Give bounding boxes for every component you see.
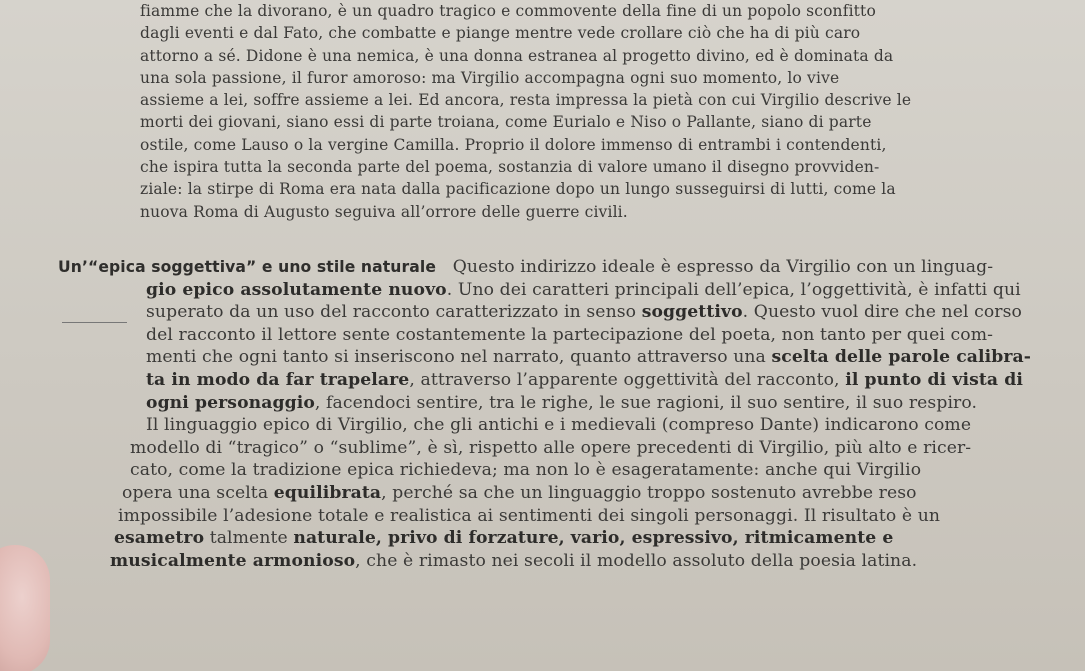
text-line: una sola passione, il furor amoroso: ma Virgilio accompagna ogni suo momento, lo vive	[140, 68, 840, 87]
bold-span: naturale, privo di forzature, vario, espressivo, ritmicamente e	[293, 528, 894, 549]
text-span: , perché sa che un linguaggio troppo sostenuto avrebbe reso	[381, 482, 917, 503]
bold-span: equilibrata	[273, 482, 382, 503]
bold-span: esametro	[114, 528, 205, 549]
text-span: , attraverso l’apparente oggettività del racconto,	[409, 369, 846, 390]
bold-span: ta in modo da far trapelare	[146, 369, 410, 390]
text-span: Il linguaggio epico di Virgilio, che gli antichi e i medievali (compreso Dante) indicarono come	[146, 415, 972, 436]
text-line	[58, 437, 1083, 460]
text-span: impossibile l’adesione totale e realistica ai sentimenti dei singoli personaggi. Il risultato è un	[118, 505, 941, 526]
text-span: menti che ogni tanto si inseriscono nel narrato, quanto attraverso una	[146, 347, 772, 368]
text-span: talmente	[204, 528, 294, 549]
text-span: del racconto il lettore sente costantemente la partecipazione del poeta, non tanto per quei com-	[146, 324, 993, 345]
text-line: ziale: la stirpe di Roma era nata dalla pacificazione dopo un lungo susseguirsi di lutti, come la	[140, 180, 896, 199]
bold-span: ogni personaggio	[146, 392, 315, 413]
text-span: modello di “tragico” o “sublime”, è sì, rispetto alle opere precedenti di Virgilio, più alto e ricer-	[130, 437, 972, 458]
text-line	[58, 414, 1083, 437]
text-line: morti dei giovani, siano essi di parte troiana, come Eurialo e Niso o Pallante, siano di parte	[140, 113, 872, 132]
text-span: . Questo vuol dire che nel corso	[742, 302, 1022, 323]
bold-span: il punto di vista di	[845, 369, 1023, 390]
text-line: ostile, come Lauso o la vergine Camilla. Proprio il dolore immenso di entrambi i contendenti,	[140, 135, 887, 154]
text-span: opera una scelta	[122, 482, 274, 503]
text-line	[58, 482, 1083, 505]
text-line: assieme a lei, soffre assieme a lei. Ed ancora, resta impressa la pietà con cui Virgilio descrive le	[140, 91, 912, 110]
text-line	[58, 369, 1083, 392]
top-paragraph	[140, 0, 1075, 223]
text-line	[58, 392, 1083, 415]
text-line	[58, 459, 1083, 482]
bold-span: soggettivo	[641, 302, 743, 323]
bold-span: musicalmente armonioso	[110, 550, 356, 571]
section-heading: Un’“epica soggettiva” e uno stile naturale	[58, 258, 437, 276]
text-span: superato da un uso del racconto caratterizzato in senso	[146, 302, 642, 323]
text-line	[58, 324, 1083, 347]
text-span: , che è rimasto nei secoli il modello assoluto della poesia latina.	[355, 550, 918, 571]
text-line	[58, 256, 1083, 279]
text-line	[58, 505, 1083, 528]
text-span: Questo indirizzo ideale è espresso da Virgilio con un linguag-	[452, 257, 994, 277]
bold-span: gio epico assolutamente nuovo	[146, 279, 447, 300]
text-line	[58, 279, 1083, 302]
text-span: . Uno dei caratteri principali dell’epica, l’oggettività, è infatti qui	[446, 279, 1021, 300]
text-line: nuova Roma di Augusto seguiva all’orrore delle guerre civili.	[140, 202, 628, 221]
text-line: dagli eventi e dal Fato, che combatte e piange mentre vede crollare ciò che ha di più caro	[140, 24, 861, 43]
text-line: che ispira tutta la seconda parte del poema, sostanzia di valore umano il disegno provviden-	[140, 158, 880, 177]
text-line	[58, 527, 1083, 550]
finger-shadow	[0, 545, 50, 671]
text-line: attorno a sé. Didone è una nemica, è una donna estranea al progetto divino, ed è dominata da	[140, 46, 894, 65]
text-line	[58, 550, 1083, 573]
text-line: fiamme che la divorano, è un quadro tragico e commovente della fine di un popolo sconfitto	[140, 2, 876, 20]
section-epica-soggettiva	[58, 256, 1083, 572]
text-line	[58, 346, 1083, 369]
bold-span: scelta delle parole calibra-	[771, 347, 1032, 368]
text-line	[58, 301, 1083, 324]
text-span: cato, come la tradizione epica richiedeva; ma non lo è esageratamente: anche qui Virgilio	[130, 460, 922, 481]
text-span: , facendoci sentire, tra le righe, le sue ragioni, il suo sentire, il suo respiro.	[314, 392, 978, 413]
